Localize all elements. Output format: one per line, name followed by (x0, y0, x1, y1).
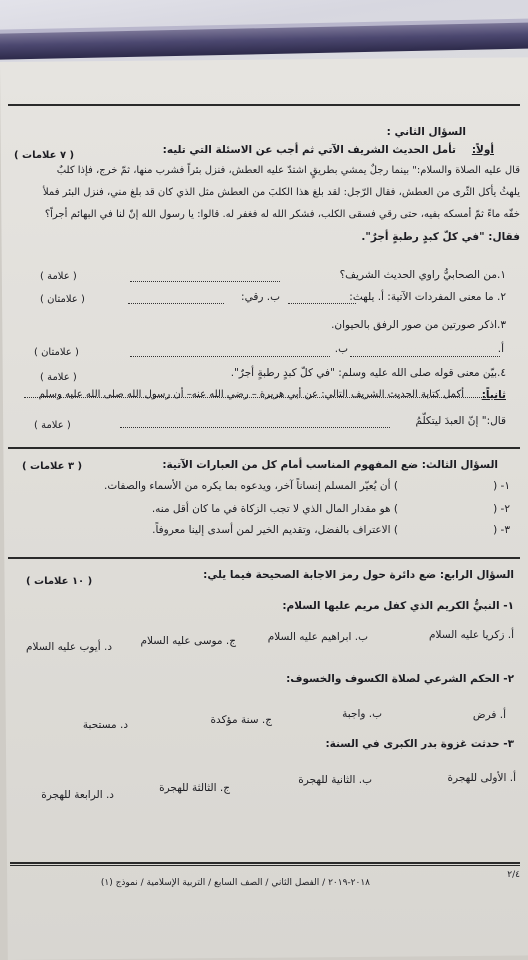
footer-rule-2 (10, 865, 520, 866)
q3-item-number: ١- ( (493, 480, 510, 492)
q2-question-2: ٢. ما معنى المفردات الآتية: أ. يلهث: (349, 291, 506, 303)
q4-option[interactable]: ج. موسى عليه السلام (140, 635, 236, 647)
q3-item-number: ٣- ( (493, 524, 510, 536)
footer-page-number: ٢/٤ (507, 870, 520, 880)
q4-option[interactable]: ب. ابراهيم عليه السلام (267, 631, 368, 643)
q4-question-3: ٣- حدثت غزوة بدر الكبرى في السنة: (325, 738, 514, 750)
q2-q4-marks: ( علامة ) (40, 372, 77, 383)
section-rule (8, 447, 520, 449)
q2-question-2-b: ب. رقي: (241, 291, 280, 303)
answer-line[interactable] (288, 303, 356, 304)
hadith-line: خفّه ماءً ثمّ أمسكه بفيه، حتى رقي فسقى الكلب، فشكر الله له فغفر له. قالوا: يا رسول الله إنّ لنا في البهائم أجراً؟ (44, 209, 520, 220)
q2-question-1: ١.من الصحابيُّ راوي الحديث الشريف؟ (339, 269, 506, 281)
q2-title: السؤال الثاني : (386, 126, 466, 138)
hadith-line: فقال: "في كلّ كبدٍ رطبةٍ أجرٌ". (361, 231, 520, 243)
q4-option[interactable]: د. أيوب عليه السلام (26, 641, 112, 653)
top-rule (8, 104, 520, 106)
q2-part1-label: أولاً: (471, 144, 494, 156)
q2-part2-text: أكمل كتابة الحديث الشريف التالي: عن أبي هريرة – رضي الله عنه– أن رسول الله صلى الله عليه وسلم (38, 389, 464, 400)
q4-option[interactable]: ب. واجبة (342, 708, 382, 720)
footer-text: ٢٠١٨-٢٠١٩ / الفصل الثاني / الصف السابع / التربية الإسلامية / نموذج (١) (100, 878, 370, 888)
answer-line[interactable] (120, 427, 390, 428)
section-rule (8, 557, 520, 559)
q2-part2-marks: ( علامة ) (34, 420, 71, 431)
q2-question-3-b: ب. (334, 343, 348, 355)
q4-option[interactable]: أ. فرض (472, 709, 506, 721)
q2-part2-line2: قال:" إنّ العبدَ ليتكلّمُ (415, 415, 506, 427)
q4-option[interactable]: ج. الثالثة للهجرة (159, 782, 230, 794)
answer-line[interactable] (130, 281, 280, 282)
q4-option[interactable]: ب. الثانية للهجرة (298, 774, 372, 786)
hadith-line: قال عليه الصلاة والسلام:" بينما رجلٌ يمشي بطريقٍ اشتدّ عليه العطش، فنزل بئراً فشرب منها، ثمّ خرج، فإذا كلبٌ (56, 165, 520, 176)
q4-marks: ( ١٠ علامات ) (26, 576, 93, 587)
q4-option[interactable]: د. مستحبة (82, 719, 128, 731)
q4-title: السؤال الرابع: ضع دائرة حول رمز الاجابة الصحيحة فيما يلي: (203, 569, 514, 581)
q4-option[interactable]: د. الرابعة للهجرة (41, 789, 114, 801)
q4-option[interactable]: أ. الأولى للهجرة (447, 772, 516, 784)
q4-question-1: ١- النبيُّ الكريم الذي كفل مريم عليها السلام: (282, 600, 514, 612)
answer-line[interactable] (130, 356, 330, 357)
q2-part1-instruction: تأمل الحديث الشريف الآتي ثم أجب عن الاسئلة التي تليه: (162, 144, 456, 156)
hadith-line: يلهثُ يأكل الثّرى من العطش، فقال الرّجل: لقد بلغ هذا الكلبَ من العطش مثل الذي كان قد بلغ مني، فنزل البئر فملأ (42, 187, 520, 198)
q2-marks: ( ٧ علامات ) (14, 150, 75, 161)
q2-q3-a: أ. (497, 343, 504, 355)
footer-rule (10, 862, 520, 864)
q3-item-text: ) أن يُعيّر المسلم إنساناً آخر، ويدعوه بما يكره من الأسماء والصفات. (104, 480, 398, 492)
q2-question-3: ٣.اذكر صورتين من صور الرفق بالحيوان. (331, 319, 506, 331)
q3-marks: ( ٣ علامات ) (22, 461, 83, 472)
q2-q2-marks: ( علامتان ) (40, 294, 85, 305)
q2-question-4: ٤.بيّن معنى قوله صلى الله عليه وسلم: "في كلّ كبدٍ رطبةٍ أجرٌ". (230, 367, 506, 379)
q2-q3-marks: ( علامتان ) (34, 347, 79, 358)
q4-option[interactable]: أ. زكريا عليه السلام (428, 629, 514, 641)
q4-question-2: ٢- الحكم الشرعي لصلاة الكسوف والخسوف: (286, 673, 514, 685)
answer-line[interactable] (128, 303, 224, 304)
q2-part2-label: ثانياً: (481, 389, 506, 401)
q3-item-text: ) هو مقدار المال الذي لا تجب الزكاة في ما كان أقل منه. (151, 503, 398, 515)
answer-line[interactable] (350, 356, 500, 357)
q3-item-number: ٢- ( (493, 503, 510, 515)
q3-item-text: ) الاعتراف بالفضل، وتقديم الخير لمن أسدى إلينا معروفاً. (152, 524, 398, 536)
q3-title: السؤال الثالث: ضع المفهوم المناسب أمام كل من العبارات الآتية: (162, 459, 498, 471)
q4-option[interactable]: ج. سنة مؤكدة (210, 714, 272, 726)
q2-q1-marks: ( علامة ) (40, 271, 77, 282)
